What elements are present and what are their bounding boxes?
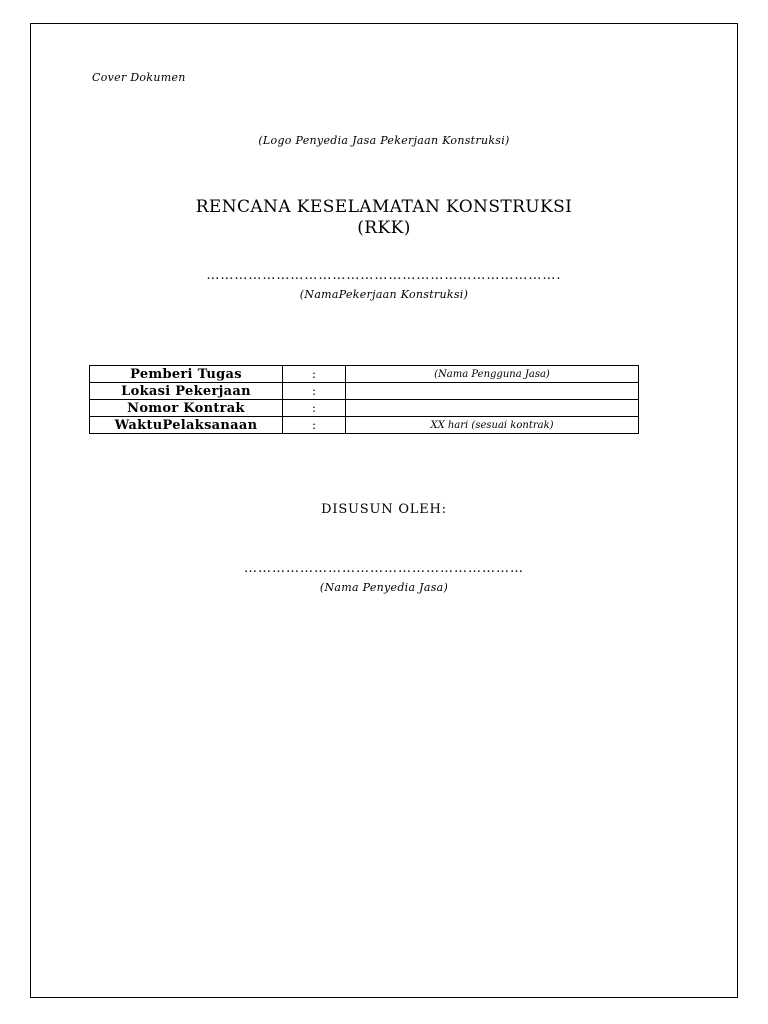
table-row	[90, 366, 639, 383]
row-label: Nomor Kontrak	[90, 400, 283, 417]
row-separator: :	[283, 366, 346, 383]
table-row	[90, 400, 639, 417]
document-title	[0, 197, 768, 239]
row-separator: :	[283, 383, 346, 400]
project-name-caption: (NamaPekerjaan Konstruksi)	[299, 288, 469, 301]
row-value: XX hari (sesuai kontrak)	[346, 417, 639, 434]
table-row	[90, 417, 639, 434]
row-separator: :	[283, 417, 346, 434]
info-table	[89, 365, 639, 434]
row-value: (Nama Pengguna Jasa)	[346, 366, 639, 383]
row-label: WaktuPelaksanaan	[90, 417, 283, 434]
document-label: Cover Dokumen	[92, 71, 186, 84]
logo-placeholder: (Logo Penyedia Jasa Pekerjaan Konstruksi)	[258, 134, 510, 147]
provider-name-dots: ……………………………………………………	[244, 561, 524, 576]
prepared-by-heading: DISUSUN OLEH:	[321, 502, 447, 517]
row-value	[346, 383, 639, 400]
title-line-2: (RKK)	[357, 218, 411, 238]
row-separator: :	[283, 400, 346, 417]
row-value	[346, 400, 639, 417]
row-label: Lokasi Pekerjaan	[90, 383, 283, 400]
project-name-dots: ………………………………………………………………….	[206, 268, 562, 283]
provider-name-caption: (Nama Penyedia Jasa)	[319, 581, 449, 594]
title-line-1: RENCANA KESELAMATAN KONSTRUKSI	[195, 197, 573, 217]
row-label: Pemberi Tugas	[90, 366, 283, 383]
table-row	[90, 383, 639, 400]
